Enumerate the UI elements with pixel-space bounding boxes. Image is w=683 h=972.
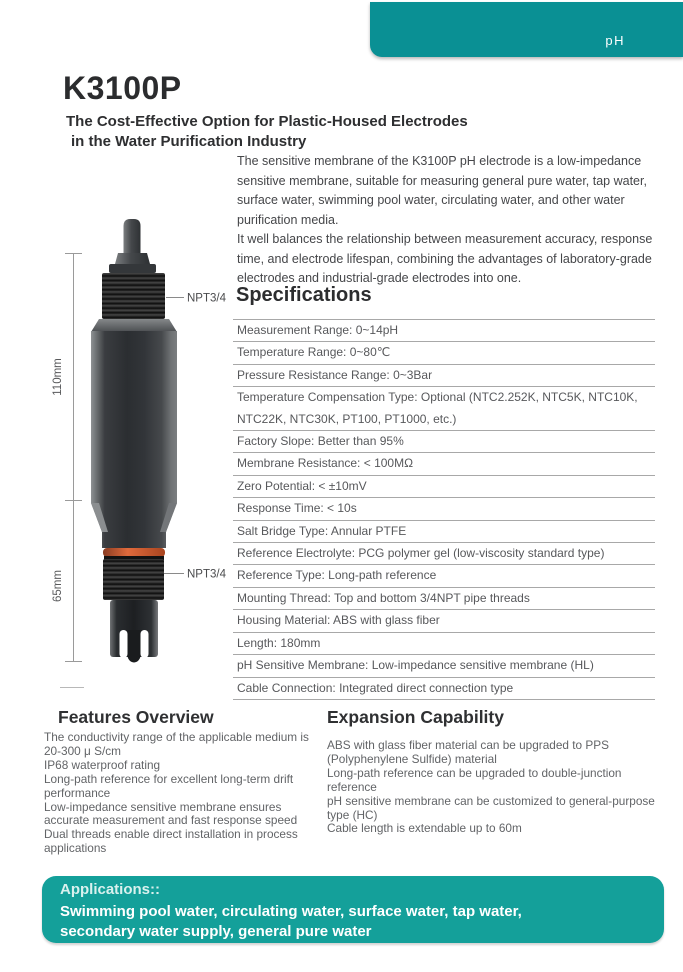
dimension-label-110mm: 110mm (52, 358, 64, 396)
feature-item: Low-impedance sensitive membrane ensures accurate measurement and fast response speed (44, 799, 298, 828)
product-title: K3100P (63, 70, 182, 106)
thread-label-bottom: NPT3/4 (187, 568, 226, 581)
feature-item: IP68 waterproof rating (44, 757, 161, 772)
spec-row: Temperature Range: 0~80℃ (233, 342, 655, 364)
features-list (44, 731, 316, 856)
hex-body-bevel (91, 319, 177, 332)
subtitle-line1: The Cost-Effective Option for Plastic-Housed Electrodes (66, 113, 468, 130)
applications-text: Swimming pool water, circulating water, surface water, tap water, secondary water supply, general pure water (60, 903, 522, 940)
cable-stub (124, 219, 141, 253)
applications-heading: Applications:: (60, 881, 160, 898)
thread-label-top: NPT3/4 (187, 292, 226, 305)
o-ring (103, 548, 165, 557)
hex-body (91, 331, 177, 503)
applications-banner (42, 876, 664, 943)
cage-slot-left (120, 630, 128, 658)
spec-row: Salt Bridge Type: Annular PTFE (233, 521, 655, 543)
spec-row: Measurement Range: 0~14pH (233, 320, 655, 342)
stub-collar-lower (109, 264, 156, 273)
stub-collar-upper (115, 253, 150, 264)
spec-row: Response Time: < 10s (233, 498, 655, 520)
dimension-label-65mm: 65mm (52, 570, 64, 602)
expansion-list (327, 739, 665, 836)
expansion-section (327, 707, 665, 836)
feature-item: The conductivity range of the applicable medium is 20-300 μ S/cm (44, 730, 309, 758)
spec-row: Reference Electrolyte: PCG polymer gel (low-viscosity standard type) (233, 543, 655, 565)
spec-row: Membrane Resistance: < 100MΩ (233, 453, 655, 475)
spec-row: Reference Type: Long-path reference (233, 565, 655, 587)
subtitle-line2: in the Water Purification Industry (71, 133, 307, 150)
feature-item: Long-path reference for excellent long-term drift performance (44, 771, 294, 800)
specifications-table (233, 319, 655, 700)
description-paragraph-2: It well balances the relationship between measurement accuracy, response time, and electrode lifespan, combining the advantages of laboratory-grade electrodes and industrial-grade electrodes into one. (237, 232, 653, 285)
expansion-item: pH sensitive membrane can be customized to general-purpose type (HC) (327, 793, 655, 822)
spec-row: Mounting Thread: Top and bottom 3/4NPT pipe threads (233, 588, 655, 610)
expansion-item: Long-path reference can be upgraded to double-junction reference (327, 765, 622, 794)
electrode-figure (28, 190, 238, 702)
description-paragraph-1: The sensitive membrane of the K3100P pH electrode is a low-impedance sensitive membrane, suitable for measuring general pure water, tap water, surface water, swimming pool water, circulating water, and other water purification media. (237, 154, 647, 227)
spec-row: Cable Connection: Integrated direct connection type (233, 678, 655, 700)
expansion-item: ABS with glass fiber material can be upgraded to PPS (Polyphenylene Sulfide) material (327, 738, 609, 766)
thread-top (102, 273, 165, 319)
glass-bulb (128, 630, 141, 663)
ph-tab-label: pH (605, 33, 625, 48)
hex-neck (102, 532, 166, 548)
expansion-heading: Expansion Capability (327, 707, 504, 727)
spec-row: Temperature Compensation Type: Optional (NTC2.252K, NTC5K, NTC10K, NTC22K, NTC30K, PT100, PT1000, etc.) (233, 387, 655, 431)
spec-row: Length: 180mm (233, 633, 655, 655)
dimension-lines (65, 254, 82, 662)
electrode-illustration (28, 190, 238, 702)
product-subtitle (66, 112, 468, 152)
feature-item: Dual threads enable direct installation in process applications (44, 827, 298, 856)
expansion-item: Cable length is extendable up to 60m (327, 821, 522, 836)
specifications-heading: Specifications (236, 284, 372, 306)
cage-slot-right (141, 630, 149, 658)
spec-row: Zero Potential: < ±10mV (233, 476, 655, 498)
spec-row: Pressure Resistance Range: 0~3Bar (233, 365, 655, 387)
features-heading: Features Overview (58, 707, 214, 727)
spec-row: pH Sensitive Membrane: Low-impedance sensitive membrane (HL) (233, 655, 655, 677)
thread-bottom (103, 559, 164, 600)
spec-row: Housing Material: ABS with glass fiber (233, 610, 655, 632)
features-section (44, 707, 316, 856)
ph-category-tab (370, 2, 683, 57)
spec-row: Factory Slope: Better than 95% (233, 431, 655, 453)
product-description (237, 152, 664, 289)
